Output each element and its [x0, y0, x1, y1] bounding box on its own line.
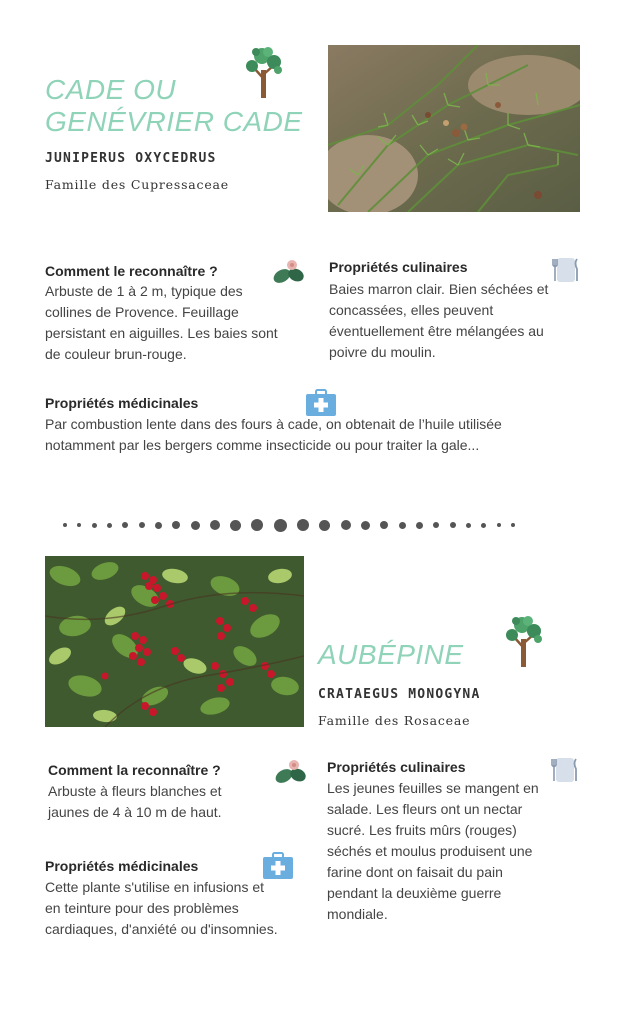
medical-kit-icon [305, 389, 337, 417]
tree-icon [500, 613, 548, 669]
plant1-recognize-text: Arbuste de 1 à 2 m, typique des collines de Provence. Feuillage persistant en aiguilles. Les baies sont de couleur brun-rouge. [45, 283, 278, 362]
plant1-title-line2: GENÉVRIER CADE [45, 106, 303, 137]
plant1-title [45, 74, 303, 138]
plant1-medicinal-heading: Propriétés médicinales [45, 395, 199, 411]
plant2-culinary-heading: Propriétés culinaires [327, 759, 466, 775]
plant1-culinary-heading: Propriétés culinaires [329, 259, 468, 275]
plant1-latin-name: JUNIPERUS OXYCEDRUS [45, 151, 217, 166]
plant2-medicinal-heading: Propriétés médicinales [45, 858, 199, 874]
plant2-title: AUBÉPINE [318, 639, 464, 670]
plant2-recognize-heading: Comment la reconnaître ? [48, 762, 221, 778]
plant2-recognize-text: Arbuste à fleurs blanches et jaunes de 4 à 10 m de haut. [48, 783, 222, 820]
plant2-medicinal-text: Cette plante s'utilise en infusions et en teinture pour des problèmes cardiaques, d'anxiété ou d'insomnies. [45, 879, 278, 937]
plant1-family: Famille des Cupressaceae [45, 177, 230, 192]
plant1-recognize-heading: Comment le reconnaître ? [45, 263, 218, 279]
plant1-title-line1: CADE OU [45, 74, 177, 105]
plant2-family: Famille des Rosaceae [318, 713, 471, 728]
dot-divider [63, 517, 515, 533]
plant1-medicinal-text: Par combustion lente dans des fours à cade, on obtenait de l’huile utilisée notamment par les bergers comme insecticide ou pour traiter la gale... [45, 416, 502, 453]
medical-kit-icon [262, 852, 294, 880]
plant2-culinary-text: Les jeunes feuilles se mangent en salade. Les fleurs ont un nectar sucré. Les fruits mûrs (rouges) séchés et moulus produisent une farine dont on faisait du pain pendant la deuxième guerre mondiale. [327, 780, 539, 922]
plant1-culinary-text: Baies marron clair. Bien séchées et concassées, elles peuvent éventuellement être mélangées au poivre du moulin. [329, 281, 549, 360]
plant2-photo [45, 556, 304, 727]
plant1-photo [328, 45, 580, 212]
plant2-latin-name: CRATAEGUS MONOGYNA [318, 687, 481, 702]
